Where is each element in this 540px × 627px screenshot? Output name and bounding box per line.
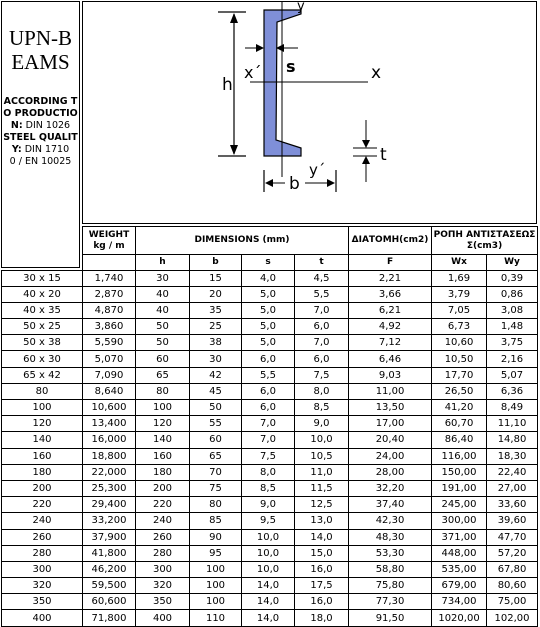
table-cell: 14,0 <box>242 594 295 610</box>
table-cell: 200 <box>136 480 190 496</box>
table-cell: 8,0 <box>295 383 349 399</box>
spec-line-4: STEEL QUALIT <box>3 132 78 143</box>
table-cell: 33,200 <box>83 513 136 529</box>
table-cell: 32,20 <box>349 480 432 496</box>
table-cell: 180 <box>136 464 190 480</box>
table-cell: 65 <box>190 448 242 464</box>
table-row <box>2 400 538 416</box>
table-cell: 70 <box>190 464 242 480</box>
table-cell: 40 x 35 <box>2 302 83 318</box>
table-cell: 75 <box>190 480 242 496</box>
table-cell: 448,00 <box>432 545 487 561</box>
subheader-Wy: Wy <box>487 255 538 271</box>
table-cell: 15 <box>190 270 242 286</box>
label-x-prime: x´ <box>244 63 262 82</box>
table-row <box>2 351 538 367</box>
table-cell: 40 <box>136 302 190 318</box>
table-cell: 91,50 <box>349 610 432 626</box>
table-cell: 50 <box>136 335 190 351</box>
table-cell: 1,48 <box>487 319 538 335</box>
table-cell: 8,49 <box>487 400 538 416</box>
table-cell: 25,300 <box>83 480 136 496</box>
spec-line-3-label: N: <box>10 120 23 131</box>
header-blank-cell <box>2 227 83 255</box>
b-arrow-right-icon <box>327 179 335 187</box>
table-cell: 30 x 15 <box>2 270 83 286</box>
table-cell: 7,12 <box>349 335 432 351</box>
table-row <box>2 513 538 529</box>
table-cell: 60 <box>190 432 242 448</box>
table-cell: 48,30 <box>349 529 432 545</box>
table-cell: 6,36 <box>487 383 538 399</box>
table-cell: 50 x 38 <box>2 335 83 351</box>
table-cell: 10,0 <box>242 545 295 561</box>
table-cell: 46,200 <box>83 561 136 577</box>
table-cell: 60,70 <box>432 416 487 432</box>
table-cell: 33,60 <box>487 497 538 513</box>
table-row <box>2 545 538 561</box>
table-cell: 140 <box>2 432 83 448</box>
table-row <box>2 578 538 594</box>
table-cell: 5,0 <box>242 302 295 318</box>
table-row <box>2 367 538 383</box>
table-cell: 100 <box>136 400 190 416</box>
product-title-line-2: EAMS <box>11 50 70 74</box>
table-cell: 280 <box>2 545 83 561</box>
table-cell: 17,5 <box>295 578 349 594</box>
table-cell: 220 <box>2 497 83 513</box>
table-cell: 100 <box>190 561 242 577</box>
table-cell: 3,75 <box>487 335 538 351</box>
subheader-t: t <box>295 255 349 271</box>
header-dimensions: DIMENSIONS (mm) <box>136 227 349 255</box>
table-row <box>2 448 538 464</box>
label-x: x <box>371 63 382 83</box>
header-area: ΔΙΑΤΟΜΗ(cm2) <box>349 227 432 255</box>
table-cell: 10,0 <box>242 529 295 545</box>
table-cell: 4,5 <box>295 270 349 286</box>
table-cell: 4,92 <box>349 319 432 335</box>
table-cell: 10,60 <box>432 335 487 351</box>
subheader-weight-empty <box>83 255 136 271</box>
label-h: h <box>222 75 233 95</box>
table-cell: 5,0 <box>242 335 295 351</box>
product-title <box>2 26 79 74</box>
subheader-blank-cell <box>2 255 83 271</box>
table-cell: 3,66 <box>349 286 432 302</box>
table-cell: 0,39 <box>487 270 538 286</box>
table-cell: 6,73 <box>432 319 487 335</box>
table-cell: 110 <box>190 610 242 626</box>
table-cell: 5,0 <box>242 319 295 335</box>
spec-line-5-value: DIN 1710 <box>21 144 70 155</box>
table-cell: 30 <box>190 351 242 367</box>
table-cell: 13,50 <box>349 400 432 416</box>
table-cell: 14,0 <box>242 610 295 626</box>
table-cell: 8,0 <box>242 464 295 480</box>
table-cell: 102,00 <box>487 610 538 626</box>
b-arrow-left-icon <box>265 179 273 187</box>
table-cell: 200 <box>2 480 83 496</box>
table-cell: 3,08 <box>487 302 538 318</box>
table-cell: 100 <box>190 594 242 610</box>
table-row <box>2 286 538 302</box>
table-cell: 400 <box>136 610 190 626</box>
x-prime-arrow-icon <box>256 44 264 52</box>
table-row <box>2 319 538 335</box>
table-cell: 400 <box>2 610 83 626</box>
table-cell: 24,00 <box>349 448 432 464</box>
table-cell: 2,870 <box>83 286 136 302</box>
table-cell: 7,0 <box>242 416 295 432</box>
table-cell: 17,00 <box>349 416 432 432</box>
table-cell: 1,740 <box>83 270 136 286</box>
table-cell: 320 <box>136 578 190 594</box>
table-cell: 22,40 <box>487 464 538 480</box>
table-cell: 5,5 <box>295 286 349 302</box>
table-cell: 26,50 <box>432 383 487 399</box>
table-cell: 10,0 <box>242 561 295 577</box>
h-arrow-up-icon <box>230 13 238 23</box>
subheader-s: s <box>242 255 295 271</box>
table-cell: 8,640 <box>83 383 136 399</box>
table-cell: 1020,00 <box>432 610 487 626</box>
table-cell: 80 <box>136 383 190 399</box>
table-cell: 86,40 <box>432 432 487 448</box>
table-cell: 260 <box>136 529 190 545</box>
table-cell: 41,800 <box>83 545 136 561</box>
table-cell: 371,00 <box>432 529 487 545</box>
table-cell: 60 x 30 <box>2 351 83 367</box>
table-cell: 320 <box>2 578 83 594</box>
table-cell: 116,00 <box>432 448 487 464</box>
table-cell: 260 <box>2 529 83 545</box>
spec-line-2: O PRODUCTIO <box>3 108 78 119</box>
table-cell: 22,000 <box>83 464 136 480</box>
label-t: t <box>380 145 387 165</box>
table-cell: 27,00 <box>487 480 538 496</box>
table-cell: 67,80 <box>487 561 538 577</box>
table-cell: 6,0 <box>242 351 295 367</box>
table-row <box>2 416 538 432</box>
subheader-F: F <box>349 255 432 271</box>
table-cell: 300 <box>2 561 83 577</box>
table-cell: 14,0 <box>242 578 295 594</box>
table-cell: 4,0 <box>242 270 295 286</box>
t-arrow-down-icon <box>362 140 370 148</box>
table-cell: 6,46 <box>349 351 432 367</box>
table-row <box>2 302 538 318</box>
table-cell: 7,0 <box>295 335 349 351</box>
table-cell: 85 <box>190 513 242 529</box>
table-cell: 40 x 20 <box>2 286 83 302</box>
table-cell: 140 <box>136 432 190 448</box>
product-title-line-1: UPN-B <box>8 26 72 50</box>
table-cell: 535,00 <box>432 561 487 577</box>
table-cell: 11,0 <box>295 464 349 480</box>
table-cell: 11,5 <box>295 480 349 496</box>
table-cell: 100 <box>190 578 242 594</box>
table-cell: 65 <box>136 367 190 383</box>
table-cell: 20,40 <box>349 432 432 448</box>
label-y-prime: y´ <box>309 161 326 179</box>
table-body <box>2 270 538 626</box>
h-arrow-down-icon <box>230 145 238 155</box>
t-arrow-up-icon <box>362 156 370 164</box>
table-cell: 6,0 <box>295 351 349 367</box>
table-cell: 80 <box>2 383 83 399</box>
table-cell: 6,21 <box>349 302 432 318</box>
table-cell: 150,00 <box>432 464 487 480</box>
table-cell: 77,30 <box>349 594 432 610</box>
table-cell: 16,0 <box>295 594 349 610</box>
table-cell: 53,30 <box>349 545 432 561</box>
table-cell: 25 <box>190 319 242 335</box>
table-row <box>2 335 538 351</box>
table-cell: 90 <box>190 529 242 545</box>
table-cell: 80,60 <box>487 578 538 594</box>
table-row <box>2 610 538 626</box>
table-cell: 50 <box>190 400 242 416</box>
table-cell: 240 <box>136 513 190 529</box>
table-cell: 120 <box>2 416 83 432</box>
table-cell: 10,600 <box>83 400 136 416</box>
table-cell: 95 <box>190 545 242 561</box>
header-weight: WEIGHT kg / m <box>83 227 136 255</box>
table-cell: 10,5 <box>295 448 349 464</box>
table-cell: 50 <box>136 319 190 335</box>
table-cell: 220 <box>136 497 190 513</box>
table-cell: 29,400 <box>83 497 136 513</box>
table-cell: 16,000 <box>83 432 136 448</box>
spec-line-1: ACCORDING T <box>3 96 78 107</box>
table-row <box>2 529 538 545</box>
table-cell: 45 <box>190 383 242 399</box>
table-cell: 42 <box>190 367 242 383</box>
table-cell: 7,0 <box>242 432 295 448</box>
table-cell: 7,5 <box>242 448 295 464</box>
table-cell: 191,00 <box>432 480 487 496</box>
table-cell: 20 <box>190 286 242 302</box>
table-cell: 14,0 <box>295 529 349 545</box>
table-cell: 350 <box>136 594 190 610</box>
table-cell: 65 x 42 <box>2 367 83 383</box>
table-cell: 41,20 <box>432 400 487 416</box>
table-cell: 5,5 <box>242 367 295 383</box>
table-cell: 47,70 <box>487 529 538 545</box>
table-cell: 30 <box>136 270 190 286</box>
table-cell: 0,86 <box>487 286 538 302</box>
table-cell: 75,80 <box>349 578 432 594</box>
table-cell: 9,0 <box>242 497 295 513</box>
table-cell: 40 <box>136 286 190 302</box>
table-cell: 180 <box>2 464 83 480</box>
table-row <box>2 497 538 513</box>
table-cell: 58,80 <box>349 561 432 577</box>
table-cell: 6,0 <box>295 319 349 335</box>
table-cell: 60 <box>136 351 190 367</box>
table-row <box>2 432 538 448</box>
table-row <box>2 464 538 480</box>
table-cell: 50 x 25 <box>2 319 83 335</box>
table-cell: 75,00 <box>487 594 538 610</box>
table-row <box>2 480 538 496</box>
table-cell: 13,400 <box>83 416 136 432</box>
table-cell: 11,00 <box>349 383 432 399</box>
table-cell: 37,900 <box>83 529 136 545</box>
table-cell: 100 <box>2 400 83 416</box>
table-cell: 10,50 <box>432 351 487 367</box>
table-cell: 15,0 <box>295 545 349 561</box>
spec-line-6: 0 / EN 10025 <box>9 156 72 167</box>
table-cell: 160 <box>136 448 190 464</box>
table-cell: 679,00 <box>432 578 487 594</box>
table-cell: 37,40 <box>349 497 432 513</box>
table-cell: 28,00 <box>349 464 432 480</box>
table-row <box>2 270 538 286</box>
table-cell: 35 <box>190 302 242 318</box>
table-row <box>2 383 538 399</box>
table-cell: 7,5 <box>295 367 349 383</box>
table-cell: 5,0 <box>242 286 295 302</box>
label-b: b <box>289 174 300 194</box>
label-s: s <box>286 57 296 76</box>
table-cell: 245,00 <box>432 497 487 513</box>
table-cell: 5,590 <box>83 335 136 351</box>
subheader-b: b <box>190 255 242 271</box>
spec-line-5-label: Y: <box>11 144 22 155</box>
spec-line-3-value: DIN 1026 <box>22 120 71 131</box>
table-cell: 6,0 <box>242 383 295 399</box>
table-cell: 18,0 <box>295 610 349 626</box>
table-cell: 38 <box>190 335 242 351</box>
subheader-Wx: Wx <box>432 255 487 271</box>
cross-section-drawing-panel <box>82 1 537 224</box>
table-cell: 9,0 <box>295 416 349 432</box>
table-cell: 2,16 <box>487 351 538 367</box>
table-cell: 5,07 <box>487 367 538 383</box>
table-cell: 16,0 <box>295 561 349 577</box>
table-cell: 734,00 <box>432 594 487 610</box>
table-cell: 12,5 <box>295 497 349 513</box>
table-cell: 280 <box>136 545 190 561</box>
table-cell: 42,30 <box>349 513 432 529</box>
table-cell: 17,70 <box>432 367 487 383</box>
table-cell: 18,30 <box>487 448 538 464</box>
table-cell: 9,03 <box>349 367 432 383</box>
standards-text <box>2 96 79 168</box>
upn-specification-table <box>1 226 538 627</box>
table-cell: 11,10 <box>487 416 538 432</box>
table-cell: 8,5 <box>295 400 349 416</box>
table-cell: 3,79 <box>432 286 487 302</box>
table-cell: 59,500 <box>83 578 136 594</box>
table-cell: 120 <box>136 416 190 432</box>
table-cell: 9,5 <box>242 513 295 529</box>
table-cell: 7,05 <box>432 302 487 318</box>
table-cell: 240 <box>2 513 83 529</box>
table-cell: 10,0 <box>295 432 349 448</box>
table-cell: 160 <box>2 448 83 464</box>
upn-cross-section-diagram <box>83 2 537 224</box>
table-row <box>2 561 538 577</box>
subheader-h: h <box>136 255 190 271</box>
table-cell: 2,21 <box>349 270 432 286</box>
table-cell: 300 <box>136 561 190 577</box>
label-y: y <box>297 2 305 14</box>
table-cell: 4,870 <box>83 302 136 318</box>
table-cell: 71,800 <box>83 610 136 626</box>
table-cell: 39,60 <box>487 513 538 529</box>
table-cell: 7,0 <box>295 302 349 318</box>
table-cell: 6,0 <box>242 400 295 416</box>
table-cell: 57,20 <box>487 545 538 561</box>
table-cell: 7,090 <box>83 367 136 383</box>
table-cell: 80 <box>190 497 242 513</box>
table-cell: 55 <box>190 416 242 432</box>
table-cell: 350 <box>2 594 83 610</box>
table-cell: 18,800 <box>83 448 136 464</box>
table-cell: 3,860 <box>83 319 136 335</box>
table-cell: 300,00 <box>432 513 487 529</box>
table-cell: 60,600 <box>83 594 136 610</box>
table-cell: 13,0 <box>295 513 349 529</box>
table-cell: 5,070 <box>83 351 136 367</box>
table-cell: 1,69 <box>432 270 487 286</box>
table-cell: 8,5 <box>242 480 295 496</box>
table-cell: 14,80 <box>487 432 538 448</box>
header-moment: ΡΟΠΗ ΑΝΤΙΣΤΑΣΕΩΣ Σ(cm3) <box>432 227 538 255</box>
